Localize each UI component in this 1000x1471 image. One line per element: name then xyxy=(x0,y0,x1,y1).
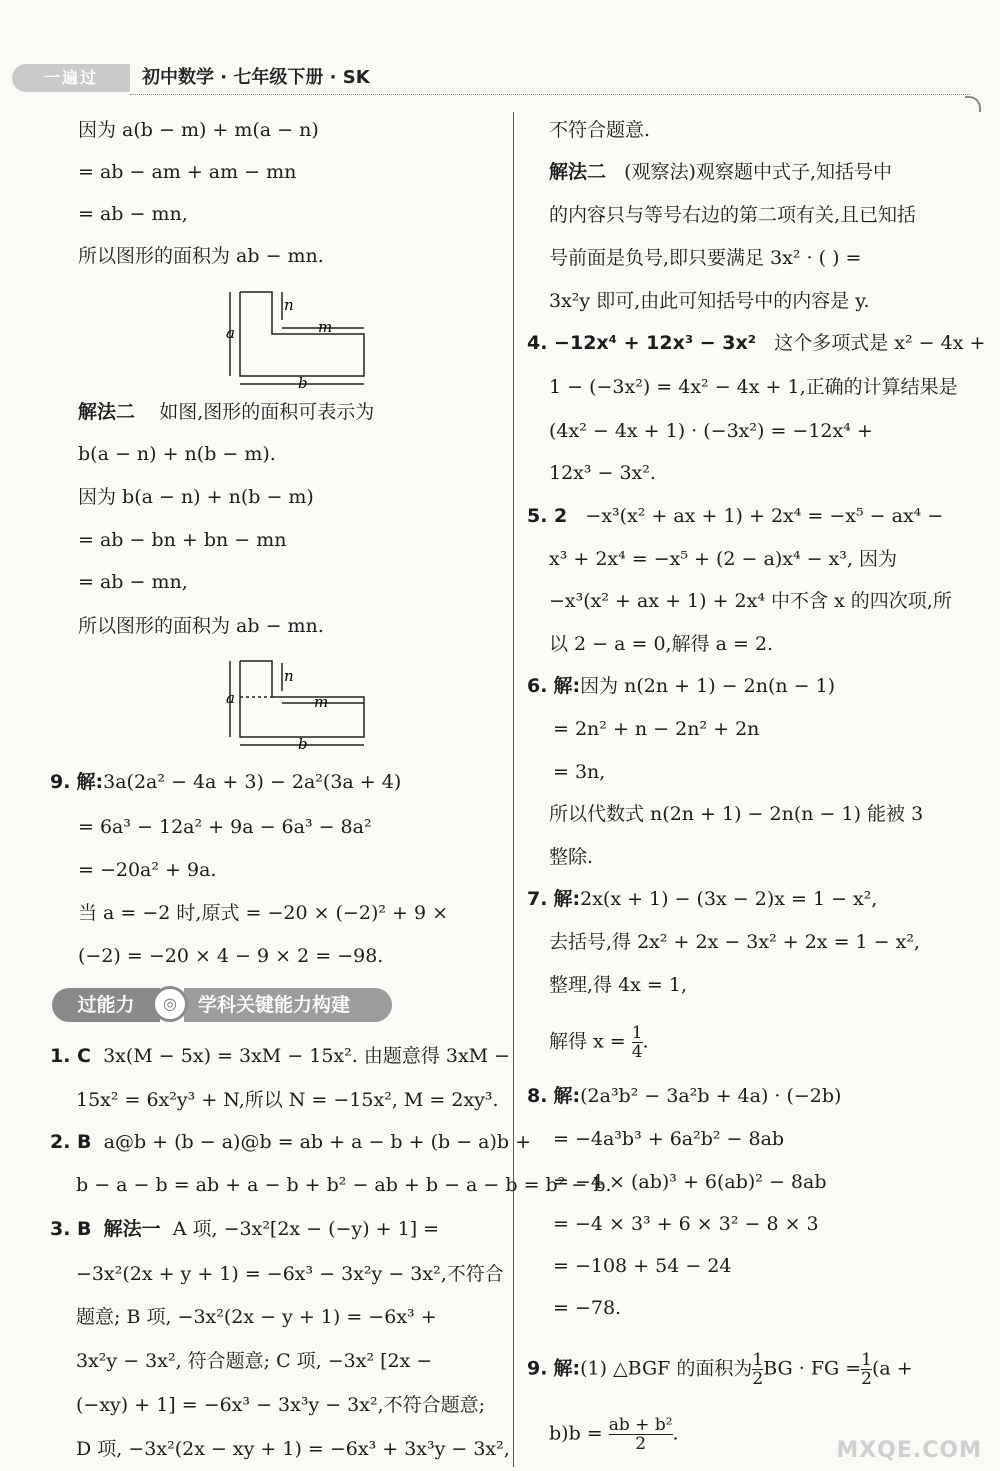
answer-number: 4. −12x⁴ + 12x³ − 3x² xyxy=(527,332,757,354)
answer-number: 3. B xyxy=(50,1218,92,1240)
text-line: (1) △BGF 的面积为 xyxy=(580,1357,753,1380)
text-line: 所以代数式 n(2n + 1) − 2n(n − 1) 能被 3 xyxy=(549,803,924,825)
solution-label: 解: xyxy=(553,675,581,697)
label-n: n xyxy=(284,296,294,314)
fraction xyxy=(861,1351,872,1388)
medal-icon: ◎ xyxy=(152,986,188,1022)
text-line: A 项, −3x²[2x − (−y) + 1] = xyxy=(172,1218,440,1240)
area-figure-1 xyxy=(222,284,422,389)
text-line: x³ + 2x⁴ = −x⁵ + (2 − a)x⁴ − x³, 因为 xyxy=(549,548,897,570)
label-a: a xyxy=(226,689,235,707)
text-line: 3a(2a² − 4a + 3) − 2a²(3a + 4) xyxy=(103,771,402,793)
banner-right-label: 学科关键能力构建 xyxy=(184,988,392,1022)
text-line: 所以图形的面积为 ab − mn. xyxy=(78,245,324,267)
text-line: b(a − n) + n(b − m). xyxy=(78,443,276,465)
answer-number: 2. B xyxy=(50,1131,92,1153)
header-rule xyxy=(130,94,970,95)
text-line: 因为 a(b − m) + m(a − n) xyxy=(78,119,319,141)
text-line: 整除. xyxy=(549,846,594,868)
text-line: b)b = xyxy=(549,1422,603,1445)
text-line: (−xy) + 1] = −6x³ − 3x³y − 3x²,不符合题意; xyxy=(76,1394,486,1416)
text-line: = 2n² + n − 2n² + 2n xyxy=(553,718,760,740)
text-line: −x³(x² + ax + 1) + 2x⁴ = −x⁵ − ax⁴ − xyxy=(585,505,944,527)
text-line: = −20a² + 9a. xyxy=(78,859,217,881)
text-line: = −78. xyxy=(553,1297,622,1319)
fraction-denominator: 2 xyxy=(609,1434,673,1453)
text-line: 因为 b(a − n) + n(b − m) xyxy=(78,486,314,508)
fraction-denominator: 2 xyxy=(752,1369,764,1389)
text-line: 12x³ − 3x². xyxy=(549,462,656,484)
text-line: 因为 n(2n + 1) − 2n(n − 1) xyxy=(580,675,836,697)
solution-label: 解法二 xyxy=(78,401,136,423)
solution-label: 解法二 xyxy=(549,161,607,183)
text-line: 15x² = 6x²y³ + N,所以 N = −15x², M = 2xy³. xyxy=(76,1089,499,1111)
book-title: 初中数学 · 七年级下册 · SK xyxy=(142,67,370,88)
text-line: 号前面是负号,即只要满足 3x² · ( ) = xyxy=(549,247,862,269)
text-line: 当 a = −2 时,原式 = −20 × (−2)² + 9 × xyxy=(78,902,449,924)
text-line: 去括号,得 2x² + 2x − 3x² + 2x = 1 − x², xyxy=(549,931,920,953)
text-line: 2x(x + 1) − (3x − 2)x = 1 − x², xyxy=(580,888,878,910)
question-number: 8. xyxy=(527,1085,548,1107)
text-line: −3x²(2x + y + 1) = −6x³ − 3x²y − 3x²,不符合 xyxy=(76,1263,504,1285)
text-line: = −108 + 54 − 24 xyxy=(553,1255,732,1277)
label-n: n xyxy=(284,667,294,685)
fraction-numerator: 1 xyxy=(631,1023,643,1043)
text-line: = −4a³b³ + 6a²b² − 8ab xyxy=(553,1128,785,1150)
text-line: 的内容只与等号右边的第二项有关,且已知括 xyxy=(549,204,917,226)
text-line: 这个多项式是 x² − 4x + xyxy=(774,332,986,354)
text-line: 所以图形的面积为 ab − mn. xyxy=(78,615,324,637)
fraction-denominator: 4 xyxy=(631,1042,643,1062)
label-m: m xyxy=(314,693,329,711)
fraction xyxy=(632,1024,643,1061)
label-a: a xyxy=(226,324,235,342)
solution-label: 解: xyxy=(553,1357,581,1380)
text-line: . xyxy=(672,1422,679,1445)
fraction-numerator: 1 xyxy=(752,1350,764,1370)
section-banner xyxy=(52,988,392,1022)
label-b: b xyxy=(298,735,308,750)
answer-number: 5. 2 xyxy=(527,505,568,527)
text-line: = ab − am + am − mn xyxy=(78,161,297,183)
answer-number: 1. C xyxy=(50,1045,91,1067)
question-number: 9. xyxy=(527,1357,548,1380)
fraction-numerator: 1 xyxy=(861,1350,872,1370)
text-line: 1 − (−3x²) = 4x² − 4x + 1,正确的计算结果是 xyxy=(549,376,958,398)
text-line: 题意; B 项, −3x²(2x − y + 1) = −6x³ + xyxy=(76,1306,437,1328)
text-line: = 3n, xyxy=(553,761,606,783)
text-line: 3x²y − 3x², 符合题意; C 项, −3x² [2x − xyxy=(76,1350,433,1372)
series-badge: 一遍过 xyxy=(12,64,130,92)
banner-left-label: 过能力 xyxy=(52,988,160,1022)
text-line: a@b + (b − a)@b = ab + a − b + (b − a)b + xyxy=(103,1131,532,1153)
watermark: MXQE.COM xyxy=(836,1438,982,1463)
text-line: = ab − bn + bn − mn xyxy=(78,529,287,551)
label-m: m xyxy=(318,318,333,336)
text-line: = −4 × 3³ + 6 × 3² − 8 × 3 xyxy=(553,1213,819,1235)
solution-label: 解: xyxy=(553,888,581,910)
text-line: 不符合题意. xyxy=(549,119,651,141)
text-line: 如图,图形的面积可表示为 xyxy=(159,401,375,423)
fraction-numerator: ab + b² xyxy=(608,1415,673,1435)
text-line: 3x²y 即可,由此可知括号中的内容是 y. xyxy=(549,290,870,312)
text-line: (−2) = −20 × 4 − 9 × 2 = −98. xyxy=(78,945,384,967)
question-number: 9. xyxy=(50,771,71,793)
solution-label: 解法一 xyxy=(103,1218,161,1240)
question-number: 7. xyxy=(527,888,548,910)
solution-label: 解: xyxy=(76,771,104,793)
column-divider xyxy=(513,112,514,1467)
text-line: b − a − b = ab + a − b + b² − ab + b − a − b = b² − b. xyxy=(76,1174,612,1196)
text-line: 3x(M − 5x) = 3xM − 15x². 由题意得 3xM − xyxy=(103,1045,511,1067)
text-line: BG · FG = xyxy=(763,1357,862,1380)
fraction-denominator: 2 xyxy=(861,1369,872,1389)
fraction xyxy=(609,1416,673,1453)
area-figure-2 xyxy=(222,655,422,750)
text-line: (4x² − 4x + 1) · (−3x²) = −12x⁴ + xyxy=(549,420,873,442)
label-b: b xyxy=(298,374,308,389)
fraction xyxy=(752,1351,763,1388)
text-line: −x³(x² + ax + 1) + 2x⁴ 中不含 x 的四次项,所 xyxy=(549,590,952,612)
text-line: (观察法)观察题中式子,知括号中 xyxy=(624,161,893,183)
text-line: = ab − mn, xyxy=(78,203,188,225)
text-line: 整理,得 4x = 1, xyxy=(549,974,688,996)
text-line: D 项, −3x²(2x − xy + 1) = −6x³ + 3x³y − 3x², xyxy=(76,1438,510,1460)
text-line: 以 2 − a = 0,解得 a = 2. xyxy=(549,633,774,655)
text-line: = 6a³ − 12a² + 9a − 6a³ − 8a² xyxy=(78,816,372,838)
solution-label: 解: xyxy=(553,1085,581,1107)
page-header xyxy=(0,58,1000,106)
text-line: (2a³b² − 3a²b + 4a) · (−2b) xyxy=(580,1085,842,1107)
text-line: = −4 × (ab)³ + 6(ab)² − 8ab xyxy=(553,1171,827,1193)
header-curl-decoration xyxy=(965,96,981,112)
text-line: (a + xyxy=(871,1357,913,1380)
text-line: 解得 x = xyxy=(549,1030,626,1053)
text-line: = ab − mn, xyxy=(78,571,188,593)
question-number: 6. xyxy=(527,675,548,697)
